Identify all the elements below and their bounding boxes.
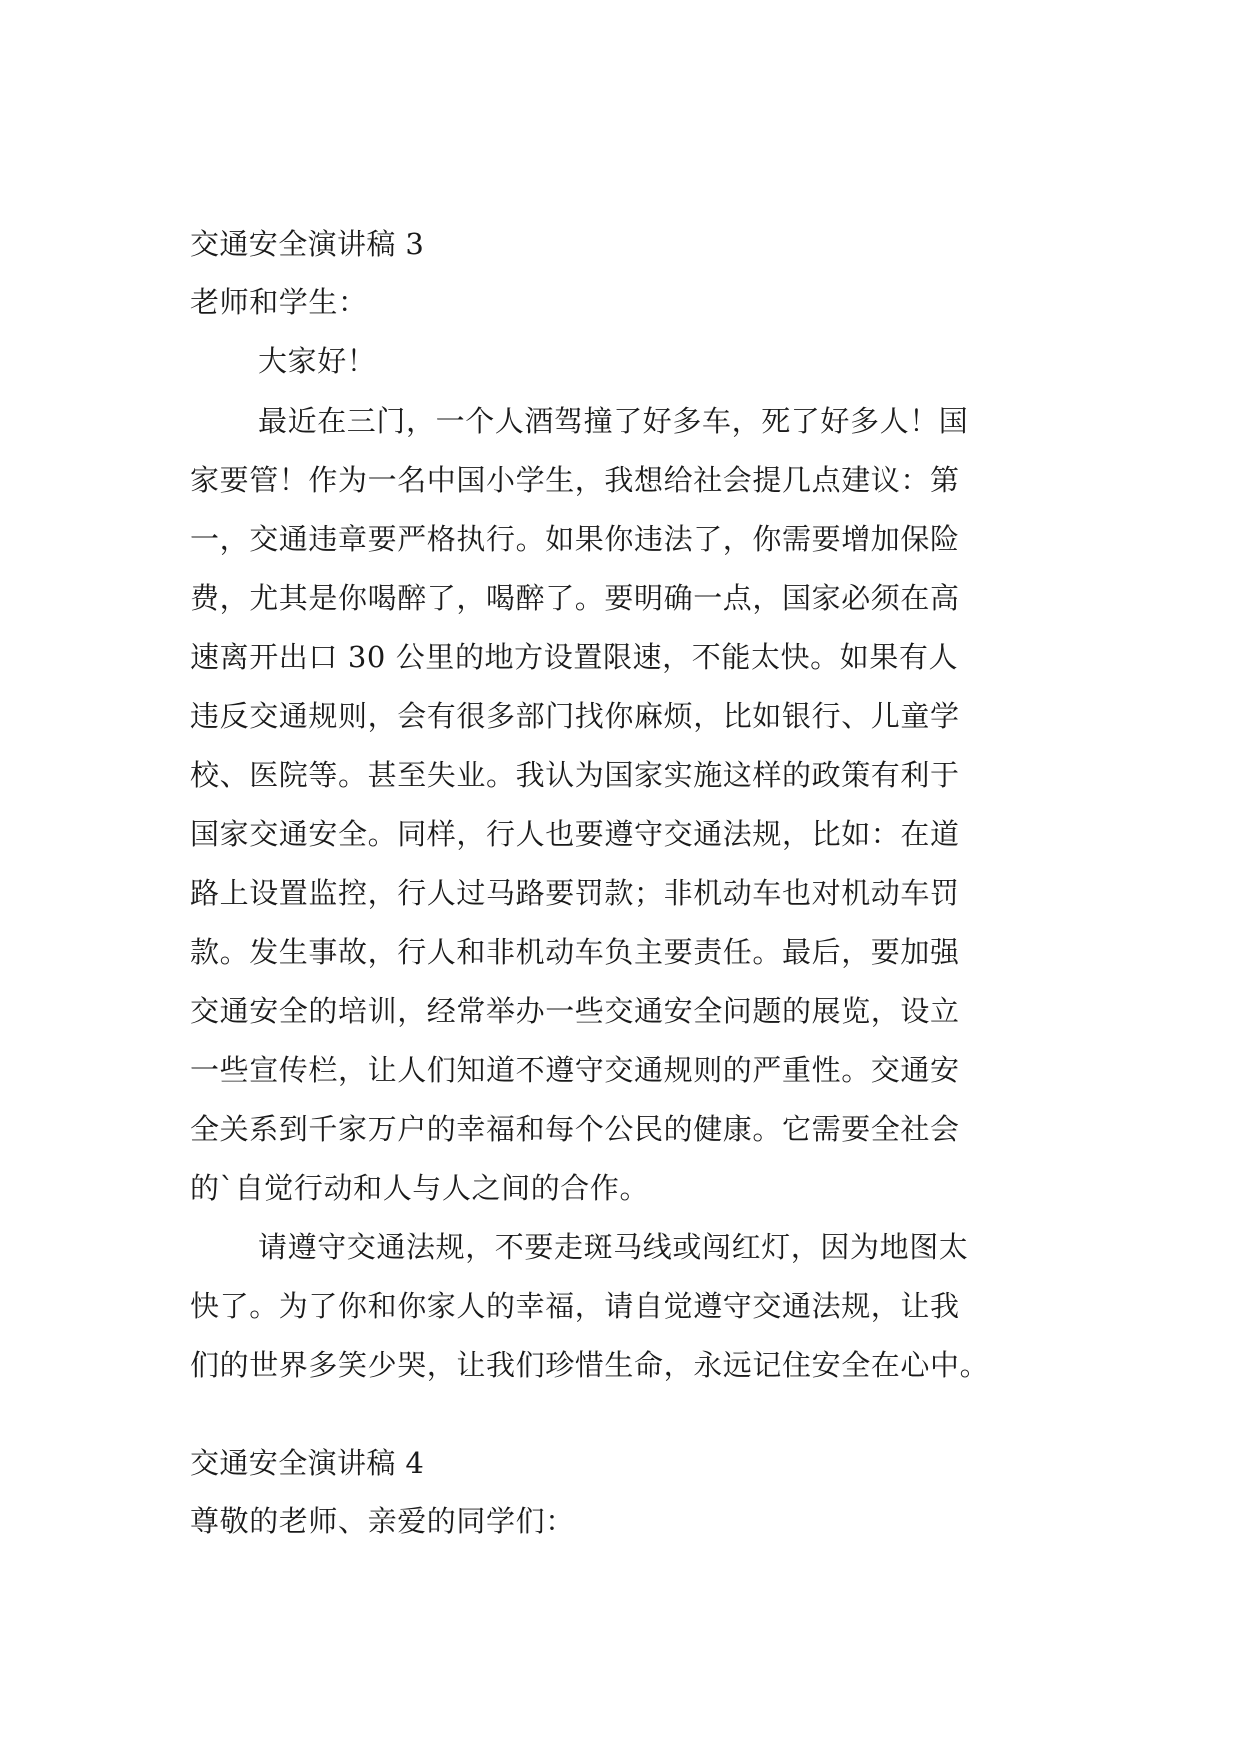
section-3-title: 交通安全演讲稿 3 — [190, 227, 425, 261]
paragraph-2-line: 请遵守交通法规，不要走斑马线或闯红灯，因为地图太 — [258, 1230, 969, 1264]
section-4-title: 交通安全演讲稿 4 — [190, 1446, 425, 1480]
paragraph-1-line: 速离开出口 30 公里的地方设置限速，不能太快。如果有人 — [190, 640, 959, 674]
paragraph-1-line: 的`自觉行动和人与人之间的合作。 — [190, 1171, 650, 1205]
paragraph-1-line: 全关系到千家万户的幸福和每个公民的健康。它需要全社会 — [190, 1112, 960, 1146]
paragraph-2-line: 快了。为了你和你家人的幸福，请自觉遵守交通法规，让我 — [190, 1289, 960, 1323]
paragraph-1-line: 费，尤其是你喝醉了，喝醉了。要明确一点，国家必须在高 — [190, 581, 960, 615]
paragraph-2-line: 们的世界多笑少哭，让我们珍惜生命，永远记住安全在心中。 — [190, 1348, 990, 1382]
paragraph-1-line: 最近在三门，一个人酒驾撞了好多车，死了好多人！国 — [258, 404, 969, 438]
section-3-greeting: 大家好！ — [258, 344, 377, 378]
paragraph-1-line: 交通安全的培训，经常举办一些交通安全问题的展览，设立 — [190, 994, 960, 1028]
section-3-salutation: 老师和学生： — [190, 285, 368, 319]
paragraph-1-line: 校、医院等。甚至失业。我认为国家实施这样的政策有利于 — [190, 758, 960, 792]
paragraph-1-line: 款。发生事故，行人和非机动车负主要责任。最后，要加强 — [190, 935, 960, 969]
paragraph-1-line: 一些宣传栏，让人们知道不遵守交通规则的严重性。交通安 — [190, 1053, 960, 1087]
paragraph-1-line: 一，交通违章要严格执行。如果你违法了，你需要增加保险 — [190, 522, 960, 556]
paragraph-1-line: 国家交通安全。同样，行人也要遵守交通法规，比如：在道 — [190, 817, 960, 851]
section-4-salutation: 尊敬的老师、亲爱的同学们： — [190, 1504, 575, 1538]
paragraph-1-line: 路上设置监控，行人过马路要罚款；非机动车也对机动车罚 — [190, 876, 960, 910]
paragraph-1-line: 家要管！作为一名中国小学生，我想给社会提几点建议：第 — [190, 463, 960, 497]
paragraph-1-line: 违反交通规则，会有很多部门找你麻烦，比如银行、儿童学 — [190, 699, 960, 733]
